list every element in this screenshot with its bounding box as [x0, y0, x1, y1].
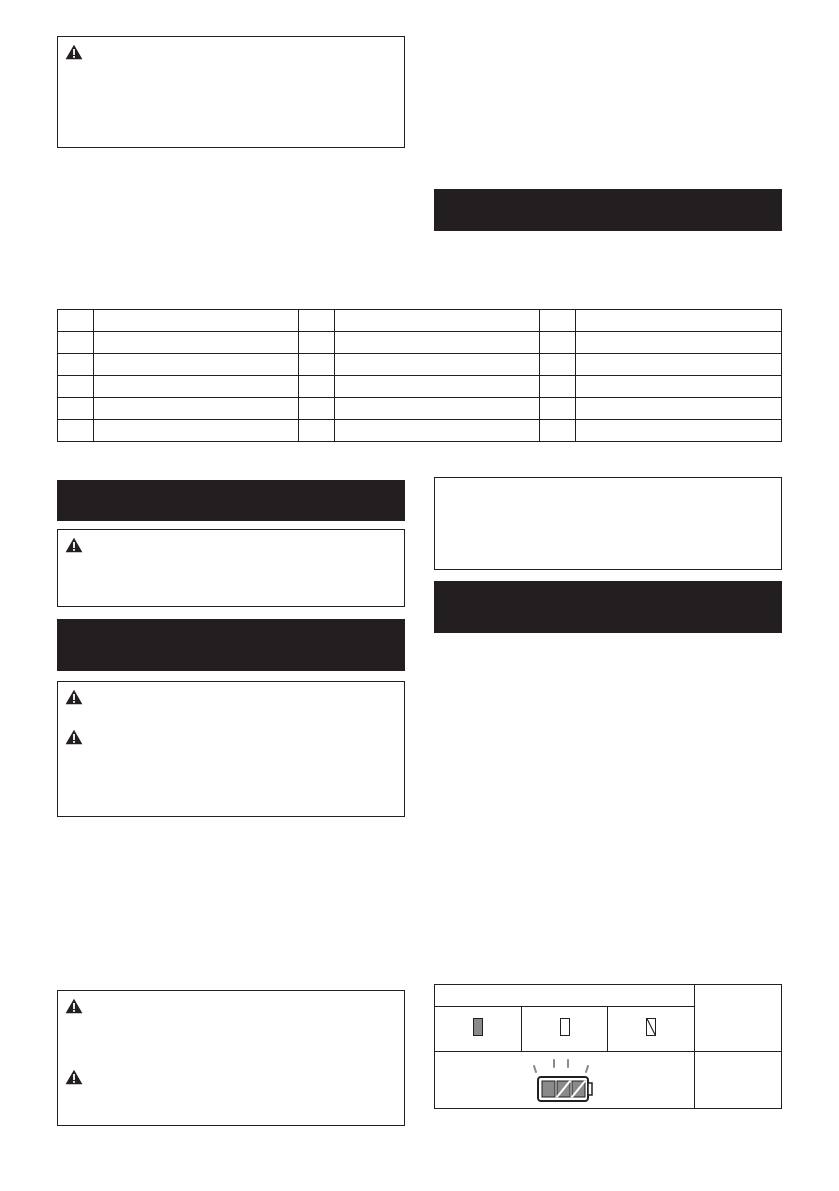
parts-table-description-cell — [94, 310, 299, 332]
parts-table-description-cell — [335, 398, 540, 420]
section-header-bar — [57, 480, 405, 521]
parts-table-description-cell — [335, 420, 540, 442]
blink-rays-icon — [534, 1060, 588, 1072]
parts-table-row — [58, 398, 782, 420]
parts-table-number-cell — [299, 398, 335, 420]
section-header-bar — [57, 619, 405, 671]
parts-table-number-cell — [299, 354, 335, 376]
remaining-capacity-cell — [695, 1052, 782, 1109]
parts-table-description-cell — [335, 354, 540, 376]
parts-table-number-cell — [540, 420, 576, 442]
parts-table-number-cell — [299, 332, 335, 354]
parts-table-number-cell — [58, 354, 94, 376]
section-header-bar — [434, 581, 782, 633]
lamp-blinking-icon — [646, 1018, 656, 1036]
parts-table-number-cell — [58, 398, 94, 420]
parts-table-description-cell — [576, 420, 782, 442]
parts-table-number-cell — [299, 310, 335, 332]
parts-table-description-cell — [94, 420, 299, 442]
battery-three-segment-icon — [528, 1056, 602, 1104]
parts-table-number-cell — [58, 420, 94, 442]
warning-icon — [65, 729, 83, 745]
parts-table-number-cell — [299, 420, 335, 442]
parts-table-number-cell — [58, 376, 94, 398]
warning-icon — [65, 537, 83, 553]
warning-box-bottom-left — [57, 990, 405, 1126]
notice-box — [434, 477, 782, 570]
lamp-off-cell — [522, 1007, 608, 1052]
parts-table-number-cell — [299, 376, 335, 398]
lamp-on-cell — [435, 1007, 522, 1052]
indicator-header-cell — [435, 985, 695, 1007]
parts-table-number-cell — [540, 354, 576, 376]
parts-table-description-cell — [576, 398, 782, 420]
parts-table-row — [58, 376, 782, 398]
parts-table-row — [58, 332, 782, 354]
parts-table-description-cell — [94, 398, 299, 420]
parts-table-number-cell — [540, 398, 576, 420]
parts-table-description-cell — [576, 354, 782, 376]
warning-icon — [65, 689, 83, 705]
parts-table-row — [58, 420, 782, 442]
warning-box-mid-left — [57, 529, 405, 607]
parts-table-row — [58, 310, 782, 332]
battery-status-cell — [435, 1052, 695, 1109]
parts-table-number-cell — [58, 332, 94, 354]
parts-table-number-cell — [540, 376, 576, 398]
parts-table-number-cell — [58, 310, 94, 332]
parts-table-description-cell — [94, 376, 299, 398]
parts-table — [57, 309, 782, 442]
remaining-capacity-header-cell — [695, 985, 782, 1052]
warning-icon — [65, 998, 83, 1014]
parts-table-description-cell — [576, 332, 782, 354]
parts-table-description-cell — [94, 354, 299, 376]
parts-table-description-cell — [576, 376, 782, 398]
parts-table-number-cell — [540, 332, 576, 354]
warning-box-double — [57, 681, 405, 817]
parts-table-row — [58, 354, 782, 376]
parts-table-description-cell — [335, 376, 540, 398]
lamp-on-icon — [473, 1018, 483, 1036]
parts-table-description-cell — [335, 332, 540, 354]
warning-box-top-left — [57, 36, 405, 148]
lamp-off-icon — [560, 1018, 570, 1036]
lamp-blinking-cell — [608, 1007, 695, 1052]
parts-table-description-cell — [94, 332, 299, 354]
parts-table-description-cell — [335, 310, 540, 332]
warning-icon — [65, 1069, 83, 1085]
section-header-bar — [434, 189, 782, 231]
parts-table-number-cell — [540, 310, 576, 332]
warning-icon — [65, 44, 83, 60]
parts-table-description-cell — [576, 310, 782, 332]
battery-indicator-table — [434, 984, 782, 1109]
